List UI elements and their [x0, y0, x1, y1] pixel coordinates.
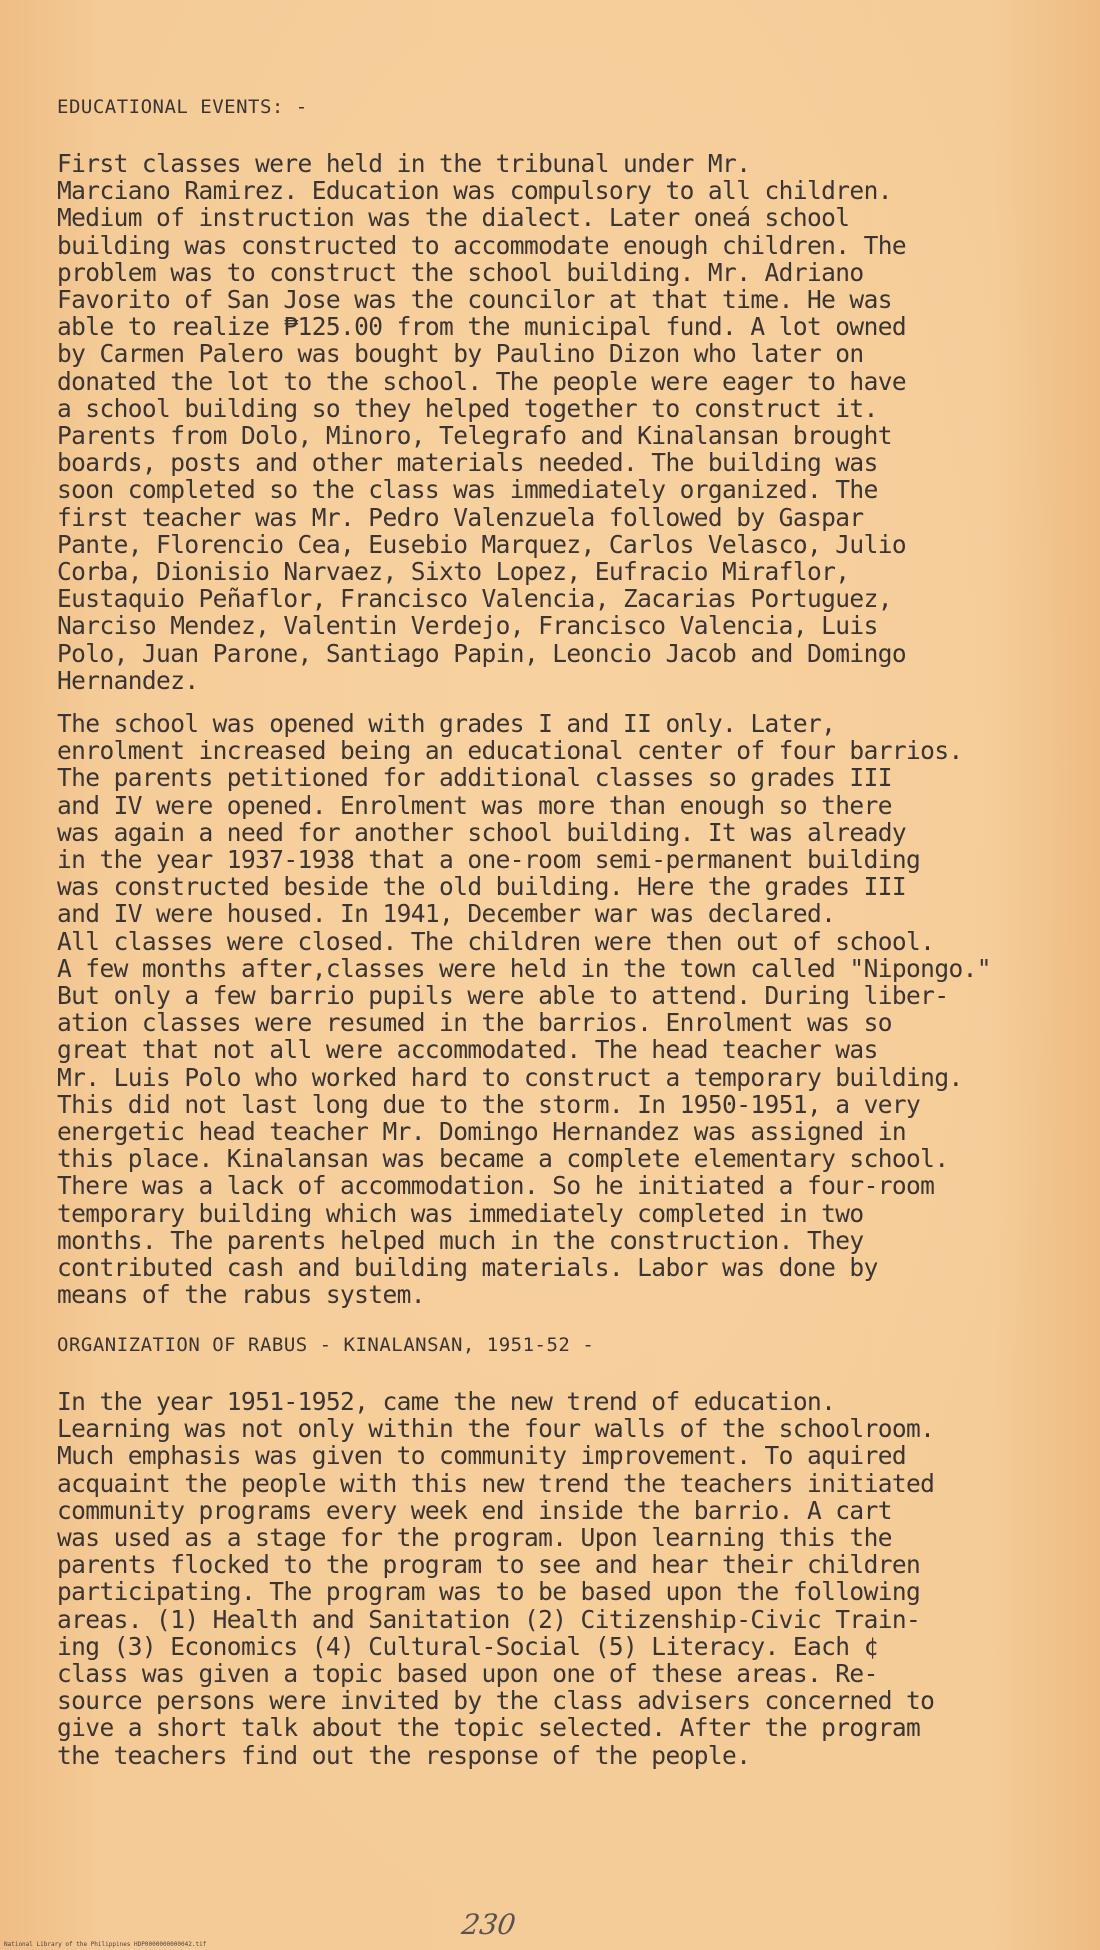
text-line: community programs every week end inside the barrio. A cart: [57, 1495, 892, 1525]
text-line: The parents petitioned for additional classes so grades III: [57, 763, 892, 793]
text-line: Learning was not only within the four walls of the schoolroom.: [57, 1414, 935, 1444]
text-line: There was a lack of accommodation. So he initiated a four-room: [57, 1171, 935, 1201]
text-line: a school building so they helped together to construct it.: [57, 393, 878, 423]
text-line: in the year 1937-1938 that a one-room semi-permanent building: [57, 845, 921, 875]
text-line: enrolment increased being an educational center of four barrios.: [57, 736, 963, 766]
text-line: Pante, Florencio Cea, Eusebio Marquez, Carlos Velasco, Julio: [57, 529, 907, 559]
text-line: first teacher was Mr. Pedro Valenzuela followed by Gaspar: [57, 502, 864, 532]
paragraph-new-trend: [57, 1388, 934, 1769]
text-line: by Carmen Palero was bought by Paulino Dizon who later on: [57, 339, 864, 369]
text-line: areas. (1) Health and Sanitation (2) Citizenship-Civic Train-: [57, 1604, 921, 1634]
text-line: was constructed beside the old building. Here the grades III: [57, 872, 907, 902]
text-line: parents flocked to the program to see and hear their children: [57, 1550, 921, 1580]
text-line: Favorito of San Jose was the councilor at that time. He was: [57, 285, 892, 315]
text-line: temporary building which was immediately completed in two: [57, 1198, 864, 1228]
text-line: First classes were held in the tribunal under Mr.: [57, 149, 751, 178]
text-line: soon completed so the class was immediately organized. The: [57, 475, 878, 505]
text-line: means of the rabus system.: [57, 1280, 425, 1310]
text-line: Much emphasis was given to community improvement. To aquired: [57, 1441, 907, 1471]
text-line: donated the lot to the school. The people were eager to have: [57, 366, 907, 396]
page-number: 230: [459, 1908, 518, 1941]
text-line: ation classes were resumed in the barrios. Enrolment was so: [57, 1008, 892, 1038]
section-heading-educational-events: EDUCATIONAL EVENTS: -: [57, 96, 308, 118]
text-line: class was given a topic based upon one of these areas. Re-: [57, 1659, 878, 1689]
text-line: The school was opened with grades I and II only. Later,: [57, 709, 836, 738]
text-line: and IV were opened. Enrolment was more than enough so there: [57, 790, 892, 820]
text-line: A few months after,classes were held in the town called "Nipongo.": [57, 953, 991, 983]
text-line: ing (3) Economics (4) Cultural-Social (5) Literacy. Each ¢: [57, 1631, 878, 1661]
text-line: In the year 1951-1952, came the new trend of education.: [57, 1387, 836, 1416]
text-line: Parents from Dolo, Minoro, Telegrafo and Kinalansan brought: [57, 421, 892, 451]
text-line: problem was to construct the school building. Mr. Adriano: [57, 257, 864, 287]
text-line: was again a need for another school building. It was already: [57, 817, 907, 847]
text-line: Mr. Luis Polo who worked hard to construct a temporary building.: [57, 1062, 963, 1092]
text-line: Marciano Ramirez. Education was compulsory to all children.: [57, 176, 892, 206]
text-line: able to realize ₱125.00 from the municipal fund. A lot owned: [57, 312, 907, 342]
text-line: contributed cash and building materials. Labor was done by: [57, 1253, 878, 1283]
text-line: All classes were closed. The children were then out of school.: [57, 926, 935, 956]
text-line: energetic head teacher Mr. Domingo Hernandez was assigned in: [57, 1117, 907, 1147]
text-line: source persons were invited by the class advisers concerned to: [57, 1686, 935, 1716]
text-line: Narciso Mendez, Valentin Verdejo, Francisco Valencia, Luis: [57, 611, 878, 641]
text-line: But only a few barrio pupils were able to attend. During liber-: [57, 981, 949, 1011]
text-line: Corba, Dionisio Narvaez, Sixto Lopez, Eufracio Miraflor,: [57, 557, 850, 587]
text-line: This did not last long due to the storm. In 1950-1951, a very: [57, 1089, 921, 1119]
text-line: Medium of instruction was the dialect. Later oneá school: [57, 203, 850, 233]
text-line: great that not all were accommodated. The head teacher was: [57, 1035, 878, 1065]
text-line: Hernandez.: [57, 665, 199, 695]
text-line: boards, posts and other materials needed. The building was: [57, 448, 878, 478]
text-line: was used as a stage for the program. Upon learning this the: [57, 1523, 892, 1553]
paragraph-school-opened: [57, 710, 991, 1308]
text-line: months. The parents helped much in the construction. They: [57, 1225, 864, 1255]
text-line: building was constructed to accommodate enough children. The: [57, 230, 907, 260]
text-line: this place. Kinalansan was became a complete elementary school.: [57, 1144, 949, 1174]
text-line: participating. The program was to be based upon the following: [57, 1577, 921, 1607]
text-line: acquaint the people with this new trend the teachers initiated: [57, 1468, 935, 1498]
text-line: Eustaquio Peñaflor, Francisco Valencia, Zacarias Portuguez,: [57, 584, 892, 614]
text-line: the teachers find out the response of the people.: [57, 1740, 751, 1770]
text-line: give a short talk about the topic selected. After the program: [57, 1713, 921, 1743]
text-line: Polo, Juan Parone, Santiago Papin, Leoncio Jacob and Domingo: [57, 638, 907, 668]
section-heading-organization-of-rabus: ORGANIZATION OF RABUS - KINALANSAN, 1951-52 -: [57, 1334, 595, 1356]
archive-footer: National Library of the Philippines HDP0000000000042.tif: [4, 1941, 207, 1948]
text-line: and IV were housed. In 1941, December war was declared.: [57, 899, 836, 929]
paragraph-first-classes: [57, 150, 906, 694]
